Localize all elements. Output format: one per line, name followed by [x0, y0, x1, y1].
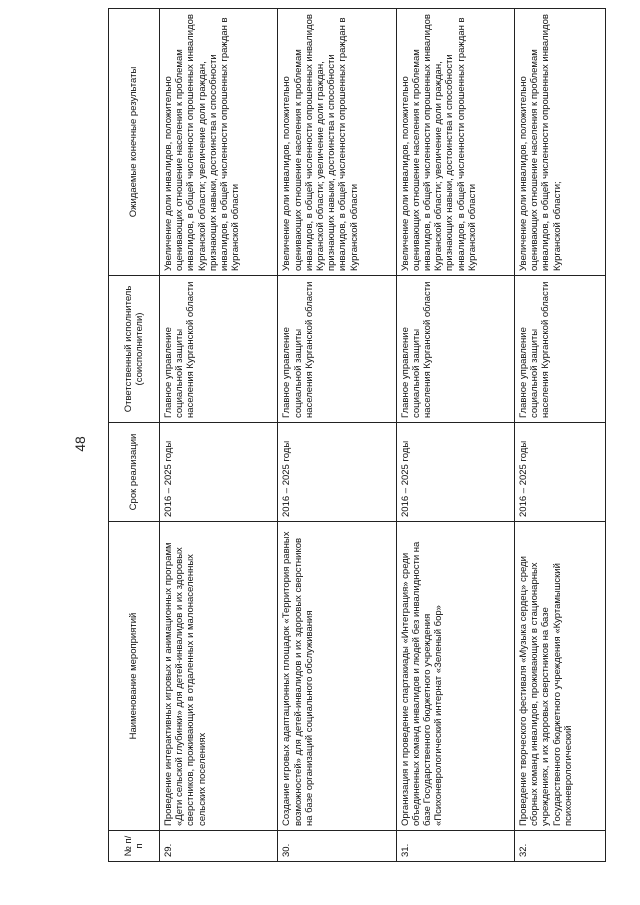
row-name: Проведение интерактивных игровых и анимационных программ «Дети сельской глубинки» для детей-инвалидов и их здоровых сверстников, проживающих в отдаленных и малонаселенных сельских поселениях	[163, 542, 208, 826]
row-period: 2016 – 2025 годы	[281, 440, 293, 517]
row-results-cell	[278, 9, 396, 276]
table-row	[396, 9, 514, 862]
row-period-cell	[514, 423, 605, 522]
row-results-cell	[396, 9, 514, 276]
row-results: Увеличение доли инвалидов, положительно оценивающих отношение населения к проблемам инвалидов, в общей численности опрошенных инвалидов Курганской области; увеличение доли граждан, признающих навыки, достоинства и способности инвалидов, в общей численности опрошенных граждан в Курганской области	[163, 14, 242, 271]
row-num-cell	[514, 831, 605, 862]
row-num-cell	[396, 831, 514, 862]
header-num: № п/п	[109, 831, 160, 862]
row-period-cell	[278, 423, 396, 522]
row-period-cell	[396, 423, 514, 522]
row-results-cell	[514, 9, 605, 276]
row-executor: Главное управление социальной защиты населения Курганской области	[281, 281, 315, 418]
table-header-row	[109, 9, 160, 862]
row-results: Увеличение доли инвалидов, положительно оценивающих отношение населения к проблемам инвалидов, в общей численности опрошенных инвалидов Курганской области; увеличение доли граждан, признающих навыки, достоинства и способности инвалидов, в общей численности опрошенных граждан в Курганской области	[281, 14, 360, 271]
table-rotation-wrapper	[108, 14, 606, 862]
row-name-cell	[514, 522, 605, 831]
row-name-cell	[160, 522, 278, 831]
row-period: 2016 – 2025 годы	[517, 440, 529, 517]
row-executor-cell	[278, 276, 396, 423]
row-executor-cell	[160, 276, 278, 423]
header-results: Ожидаемые конечные результаты	[109, 9, 160, 276]
row-executor: Главное управление социальной защиты населения Курганской области	[517, 281, 552, 418]
row-num: 32.	[517, 843, 529, 857]
row-period: 2016 – 2025 годы	[163, 440, 174, 517]
row-executor: Главное управление социальной защиты населения Курганской области	[399, 281, 433, 418]
row-executor-cell	[514, 276, 605, 423]
row-num: 30.	[281, 843, 293, 857]
table-row	[514, 9, 605, 862]
header-period: Срок реализации	[109, 423, 160, 522]
row-period-cell	[160, 423, 278, 522]
row-executor-cell	[396, 276, 514, 423]
row-results-cell	[160, 9, 278, 276]
table-row	[160, 9, 278, 862]
row-name-cell	[278, 522, 396, 831]
row-name-cell	[396, 522, 514, 831]
row-name: Создание игровых адаптационных площадок «Территория равных возможностей» для детей-инвалидов и их здоровых сверстников на базе организаций социального обслуживания	[281, 531, 315, 826]
row-num: 29.	[163, 843, 174, 857]
row-results: Увеличение доли инвалидов, положительно оценивающих отношение населения к проблемам инвалидов, в общей численности опрошенных инвалидов Курганской области; увеличение доли граждан, признающих навыки, достоинства и способности инвалидов, в общей численности опрошенных граждан в Курганской области	[399, 14, 478, 271]
row-results: Увеличение доли инвалидов, положительно оценивающих отношение населения к проблемам инвалидов, в общей численности опрошенных инвалидов Курганской области;	[517, 14, 563, 271]
row-num-cell	[160, 831, 278, 862]
row-name: Проведение творческого фестиваля «Музыка сердец» среди сборных команд инвалидов, проживающих в стационарных учреждениях, и их здоровых сверстников на базе Государственного бюджетного учреждения «Куртамышский психоневрологический	[517, 556, 574, 826]
header-executor: Ответственный исполнитель (соисполнители)	[109, 276, 160, 423]
table-row	[278, 9, 396, 862]
row-executor: Главное управление социальной защиты населения Курганской области	[163, 281, 197, 418]
row-name: Организация и проведение спартакиады «Интеграция» среди объединенных команд инвалидов и людей без инвалидности на базе Государственного бюджетного учреждения «Психоневрологический интернат «Зеленый бор»	[399, 541, 445, 826]
header-name: Наименование мероприятий	[109, 522, 160, 831]
row-num: 31.	[399, 843, 411, 857]
row-num-cell	[278, 831, 396, 862]
row-period: 2016 – 2025 годы	[399, 440, 411, 517]
measures-table	[108, 8, 606, 862]
page-number: 48	[71, 436, 88, 452]
